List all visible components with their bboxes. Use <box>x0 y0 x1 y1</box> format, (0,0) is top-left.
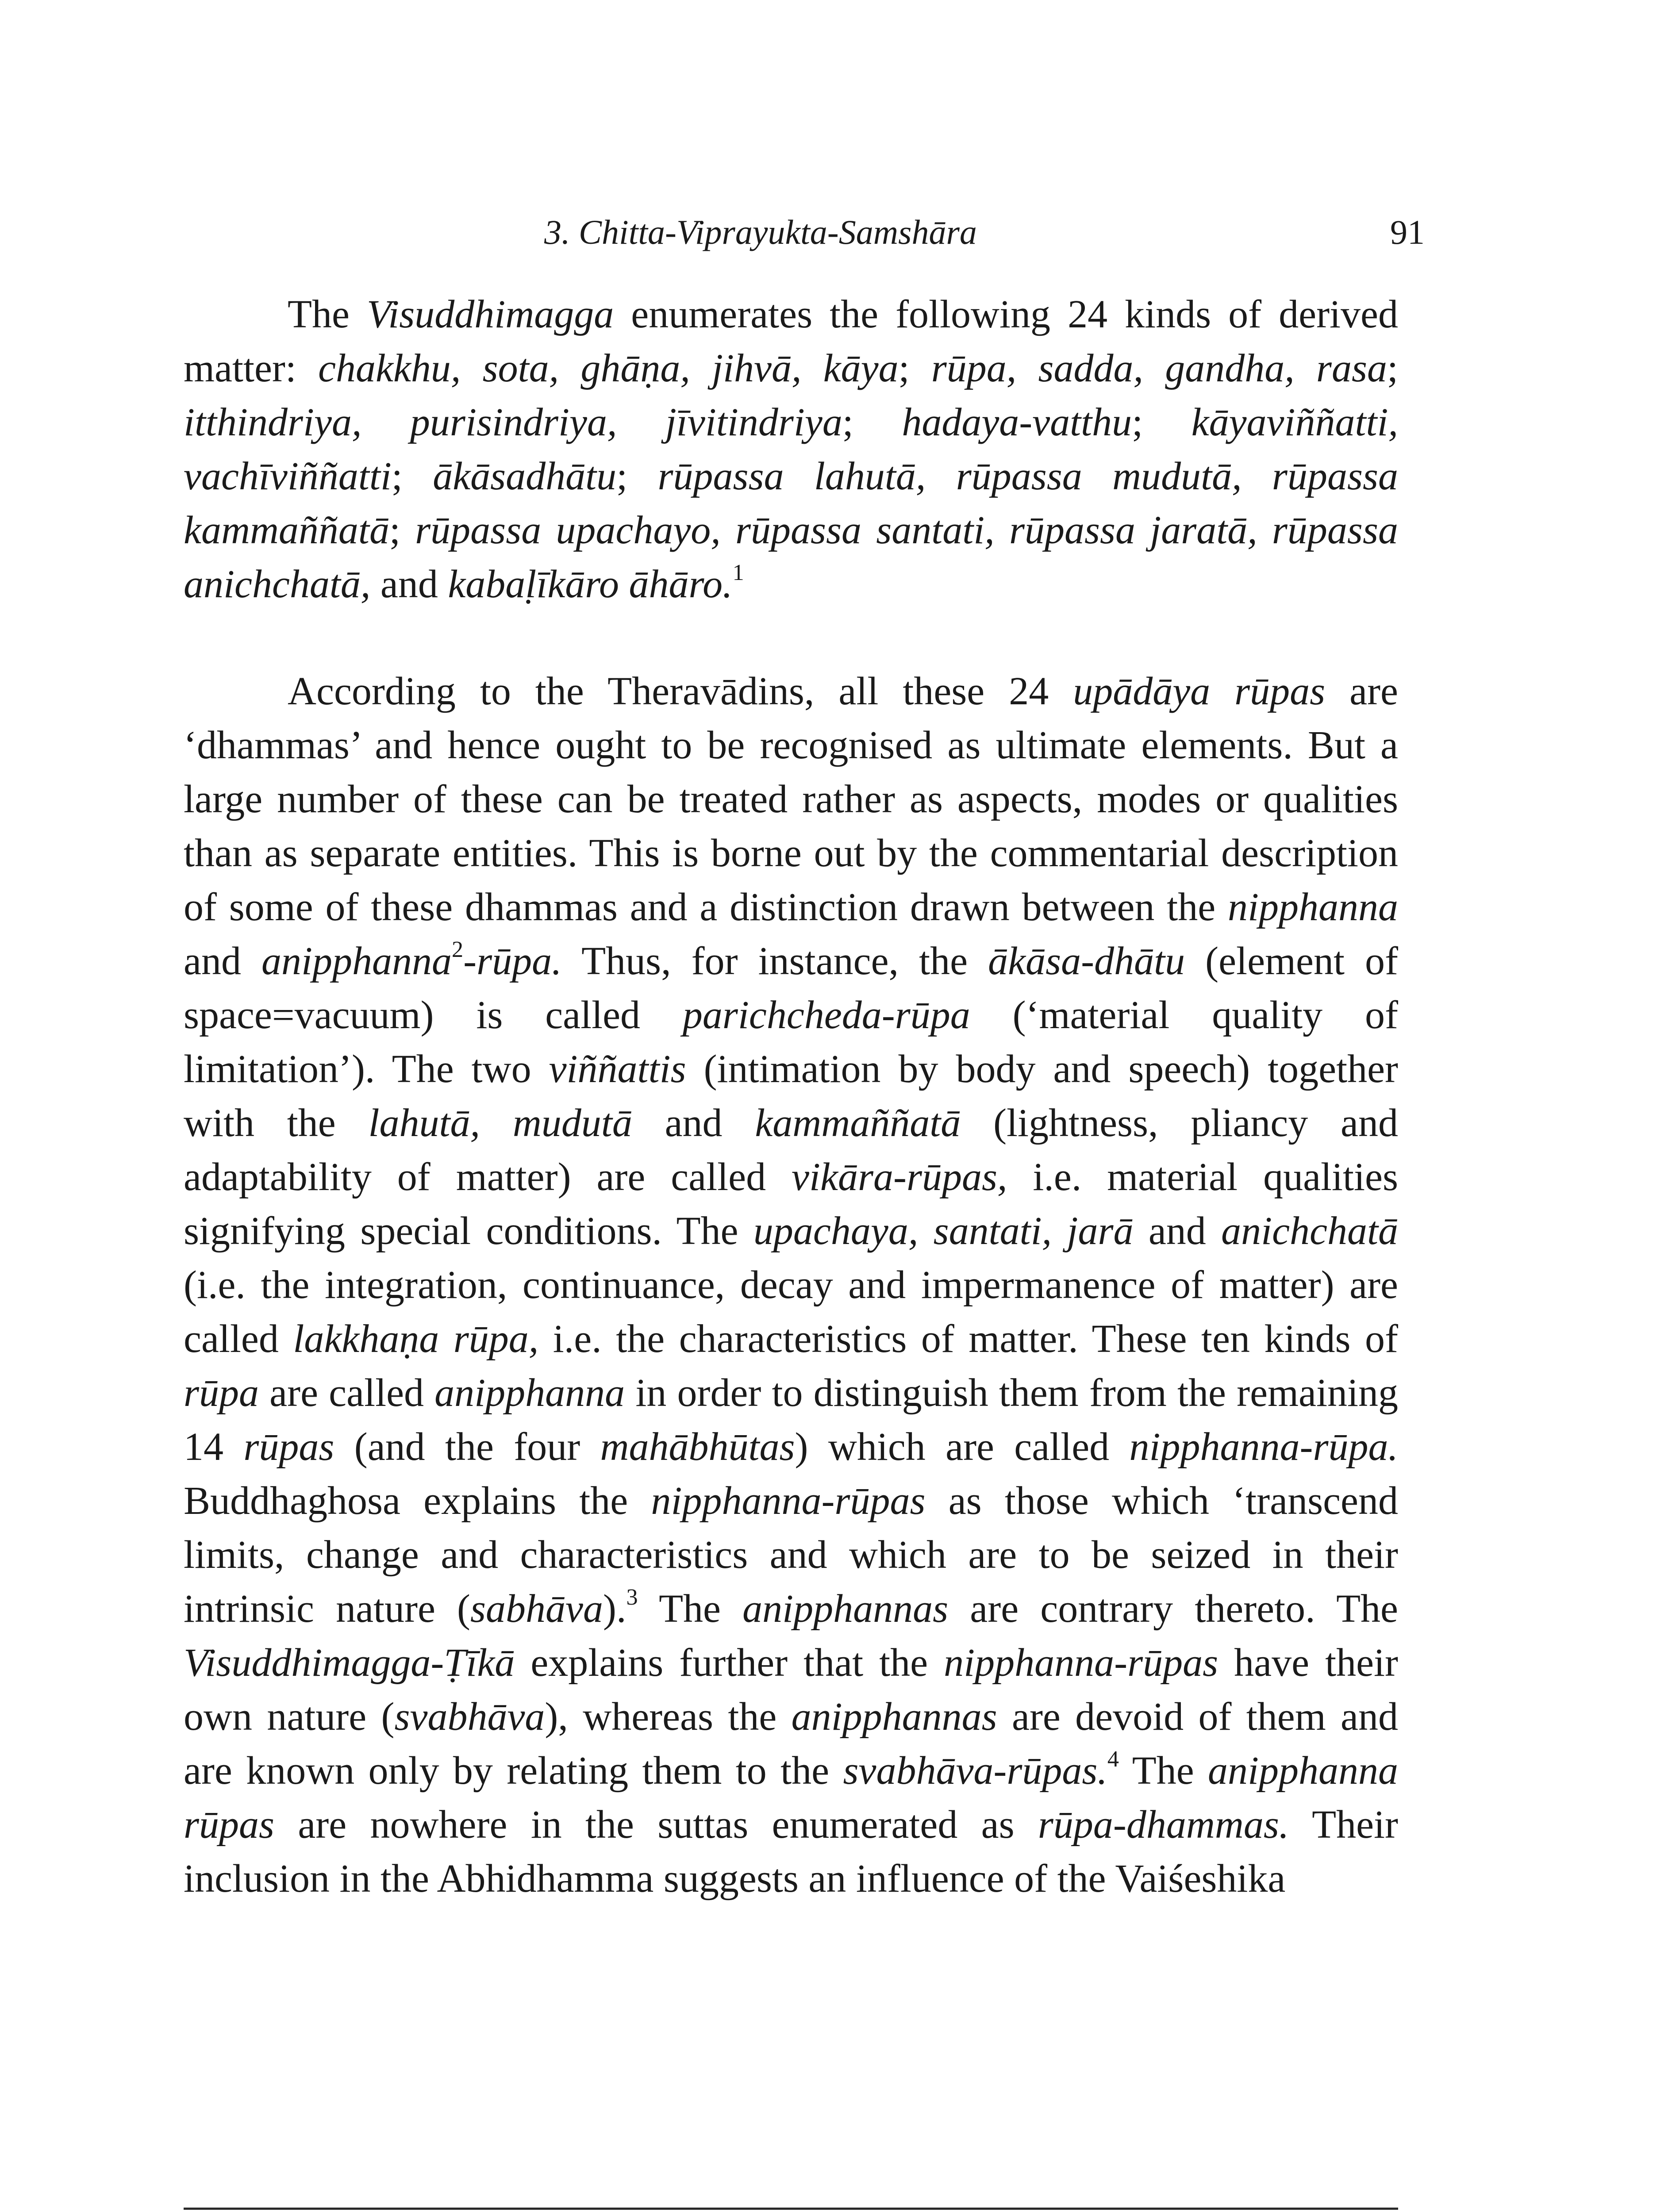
footnote-divider <box>184 2208 1398 2210</box>
italic-run: viññattis <box>549 1047 686 1091</box>
text-run: are ‘dhammas’ and hence ought to be recognised as ultimate elements. But a large number of these can be treated rather as aspects, modes or qualities than as separate entities. This is borne out by the commentarial description of some of these dhammas and a distinction drawn between the <box>184 669 1398 929</box>
text-run: are devoid of them and are known only by relating them to the <box>184 1695 1398 1793</box>
italic-run: Visuddhimagga-Ṭīkā <box>184 1641 515 1685</box>
text-run: are called <box>259 1371 435 1415</box>
text-run: ). <box>603 1587 627 1631</box>
text-run: ) which are called <box>795 1425 1130 1469</box>
italic-run: svabhāva-rūpas. <box>843 1749 1107 1793</box>
text-run: and <box>1133 1209 1222 1253</box>
running-head: 3. Chitta-Viprayukta-Samshāra <box>544 213 977 251</box>
text-run: ; <box>842 400 902 444</box>
text-run: ), whereas the <box>545 1695 792 1739</box>
text-run: (and the four <box>334 1425 600 1469</box>
text-run: explains further that the <box>515 1641 944 1685</box>
text-run: have their own nature ( <box>184 1641 1398 1739</box>
text-run: are contrary thereto. The <box>948 1587 1398 1631</box>
italic-run: hadaya-vatthu <box>902 400 1132 444</box>
text-run: and <box>632 1101 755 1145</box>
italic-run: Visuddhimagga <box>366 292 614 336</box>
text-run: (i.e. the integration, continuance, decay and impermanence of matter) are called <box>184 1263 1398 1361</box>
italic-run: nipphanna <box>1227 885 1398 929</box>
text-run: The <box>638 1587 743 1631</box>
text-run: According to the Theravādins, all these 24 <box>288 669 1073 713</box>
italic-run: upachaya, santati, jarā <box>753 1209 1134 1253</box>
text-run: i.e. the characteristics of matter. These ten kinds of <box>538 1317 1399 1361</box>
italic-run: ākāsa-dhātu <box>988 939 1185 983</box>
text-run: and <box>184 939 262 983</box>
text-run: The <box>1119 1749 1208 1793</box>
italic-run: anipphanna <box>434 1371 625 1415</box>
italic-run: rūpassa lahutā, rūpassa mudutā, rūpassa kammaññatā <box>184 454 1398 552</box>
paragraph-2 <box>184 664 1398 1906</box>
text-run: ; <box>389 508 415 552</box>
italic-run: rūpa, sadda, gandha, rasa <box>931 346 1387 390</box>
footnote-ref: 4 <box>1107 1746 1119 1772</box>
text-run: as those which ‘transcend limits, change and characteristics and which are to be seized in their intrinsic nature ( <box>184 1479 1399 1631</box>
page-number: 91 <box>1390 213 1425 251</box>
text-run: ; <box>1132 400 1192 444</box>
text-run: ; <box>1387 346 1398 390</box>
italic-run: nipphanna-rūpas <box>944 1641 1218 1685</box>
page-header <box>0 212 1672 265</box>
text-run: ; <box>391 454 433 498</box>
body-text <box>184 288 1398 1906</box>
italic-run: rūpa. <box>477 939 562 983</box>
text-run: The <box>288 292 367 336</box>
italic-run: lakkhaṇa rūpa, <box>293 1317 539 1361</box>
italic-run: rūpassa upachayo, rūpassa santati, rūpassa jaratā, rūpassa anichchatā, <box>184 508 1398 606</box>
italic-run: rūpas <box>243 1425 334 1469</box>
text-run: ; <box>616 454 658 498</box>
italic-run: anipphanna rūpas <box>184 1749 1399 1847</box>
italic-run: chakkhu, sota, ghāṇa, jihvā, kāya <box>318 346 899 390</box>
italic-run: nipphanna-rūpa. <box>1129 1425 1398 1469</box>
text-run: and <box>370 562 448 606</box>
italic-run: anipphannas <box>791 1695 997 1739</box>
text-run: are nowhere in the suttas enumerated as <box>274 1803 1038 1847</box>
paragraph-1 <box>184 288 1398 611</box>
text-run: i.e. material qualities signifying special conditions. The <box>184 1155 1398 1253</box>
italic-run: svabhāva <box>394 1695 545 1739</box>
italic-run: kabaḷīkāro āhāro. <box>448 562 733 606</box>
italic-run: parichcheda-rūpa <box>682 993 970 1037</box>
italic-run: itthindriya, purisindriya, jīvitindriya <box>184 400 842 444</box>
italic-run: mahābhūtas <box>600 1425 795 1469</box>
italic-run: kammaññatā <box>755 1101 961 1145</box>
footnote-ref: 3 <box>626 1584 638 1610</box>
italic-run: lahutā, mudutā <box>368 1101 632 1145</box>
text-run: (‘material quality of limitation’). The two <box>184 993 1398 1091</box>
italic-run: sabhāva <box>470 1587 603 1631</box>
italic-run: ākāsadhātu <box>433 454 617 498</box>
text-run: (lightness, pliancy and adaptability of matter) are called <box>184 1101 1398 1199</box>
italic-run: rūpa <box>184 1371 259 1415</box>
italic-run: kāyaviññatti, vachīviññatti <box>184 400 1398 498</box>
italic-run: nipphanna-rūpas <box>651 1479 926 1523</box>
italic-run: upādāya rūpas <box>1073 669 1326 713</box>
text-run: ; <box>898 346 931 390</box>
text-run: (intimation by body and speech) together with the <box>184 1047 1398 1145</box>
footnote-ref: 1 <box>732 559 744 585</box>
text-run: Thus, for instance, the <box>561 939 988 983</box>
italic-run: anipphanna <box>261 939 452 983</box>
text-run: - <box>463 939 477 983</box>
text-run: enumerates the following 24 kinds of derived matter: <box>184 292 1399 390</box>
text-run: (element of space=vacuum) is called <box>184 939 1399 1037</box>
text-run: Buddhaghosa explains the <box>184 1479 651 1523</box>
italic-run: rūpa-dhammas. <box>1038 1803 1289 1847</box>
italic-run: anichchatā <box>1221 1209 1398 1253</box>
italic-run: anipphannas <box>742 1587 949 1631</box>
text-run: Their inclusion in the Abhidhamma suggests an influence of the Vaiśeshika <box>184 1803 1398 1901</box>
footnote-ref: 2 <box>452 936 464 962</box>
italic-run: vikāra-rūpas, <box>792 1155 1007 1199</box>
text-run: in order to distinguish them from the remaining 14 <box>184 1371 1398 1469</box>
